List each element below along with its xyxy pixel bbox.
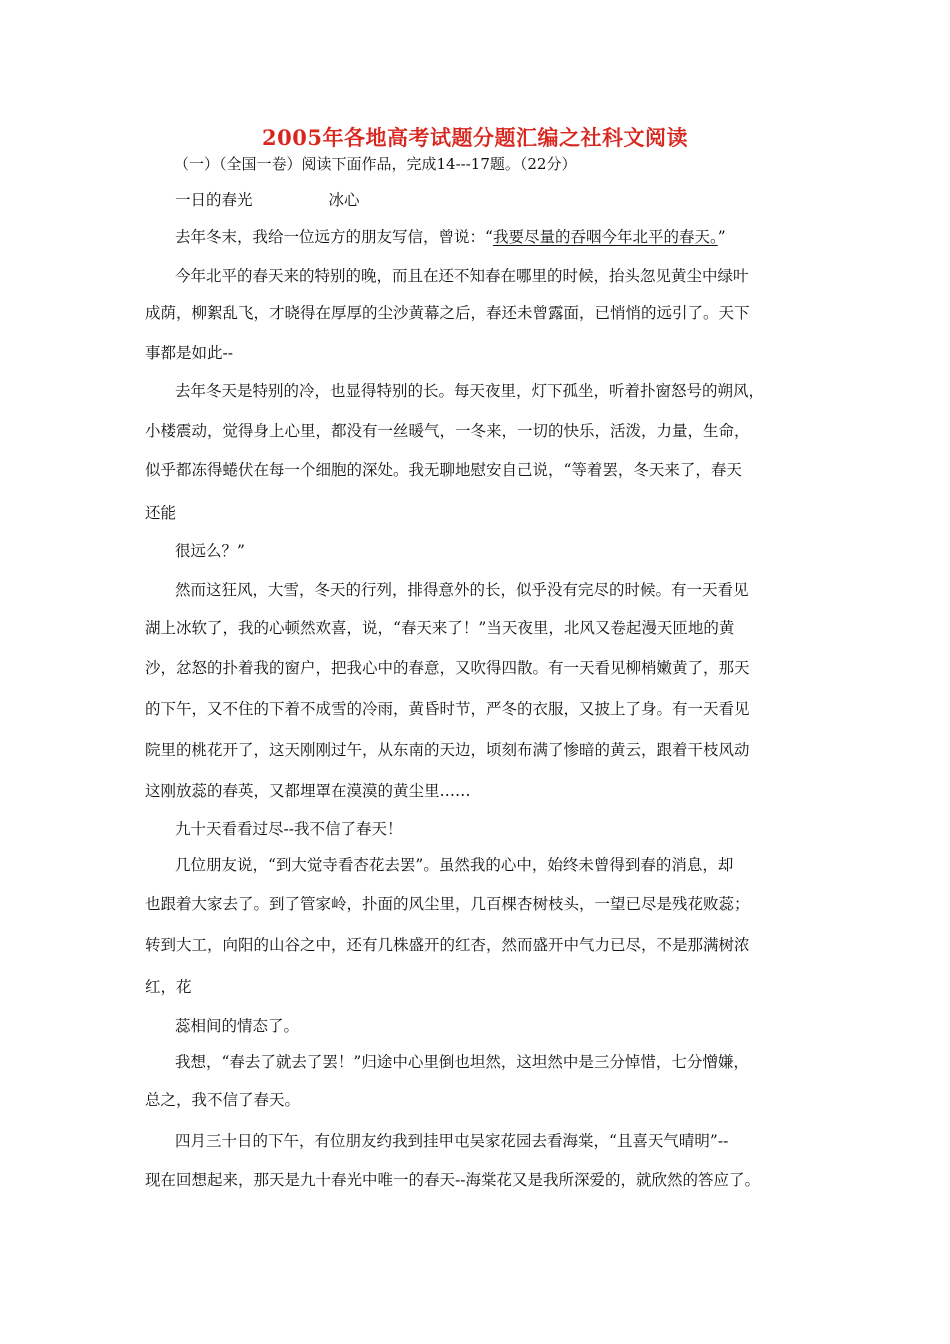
paragraph-line: 蕊相间的情态了。 bbox=[175, 1017, 300, 1035]
paragraph-line: 转到大工，向阳的山谷之中，还有几株盛开的红杏，然而盛开中气力已尽，不是那满树浓 bbox=[145, 936, 750, 954]
paragraph-line: 的下午，又不住的下着不成雪的冷雨，黄昏时节，严冬的衣服，又披上了身。有一天看见 bbox=[145, 700, 750, 718]
paragraph-line: 成荫，柳絮乱飞，才晓得在厚厚的尘沙黄幕之后，春还未曾露面，已悄悄的远引了。天下 bbox=[145, 304, 750, 322]
paragraph-line: 几位朋友说，“到大觉寺看杏花去罢”。虽然我的心中，始终未曾得到春的消息，却 bbox=[175, 856, 734, 874]
paragraph-line: 红，花 bbox=[145, 978, 192, 996]
paragraph-line: 事都是如此-- bbox=[145, 344, 233, 362]
underlined-quote: 我要尽量的吞咽今年北平的春天。 bbox=[492, 228, 718, 246]
paragraph-line bbox=[175, 225, 726, 247]
paragraph-line: 现在回想起来，那天是九十春光中唯一的春天--海棠花又是我所深爱的，就欣然的答应了。 bbox=[145, 1171, 760, 1189]
paragraph-line: 今年北平的春天来的特别的晚，而且在还不知春在哪里的时候，抬头忽见黄尘中绿叶 bbox=[175, 267, 749, 285]
question-instruction: （一）（全国一卷）阅读下面作品，完成14---17题。（22分） bbox=[174, 155, 577, 173]
document-title: 2005年各地高考试题分题汇编之社科文阅读 bbox=[262, 125, 688, 150]
quote-open: 去年冬末，我给一位远方的朋友写信，曾说：“ bbox=[175, 228, 493, 246]
paragraph-line: 九十天看看过尽--我不信了春天！ bbox=[175, 820, 403, 838]
paragraph-line: 小楼震动，觉得身上心里，都没有一丝暖气，一冬来，一切的快乐，活泼，力量，生命， bbox=[145, 422, 750, 440]
essay-author: 冰心 bbox=[328, 191, 360, 209]
paragraph-line: 湖上冰软了，我的心顿然欢喜，说，“春天来了！”当天夜里，北风又卷起漫天匝地的黄 bbox=[145, 619, 735, 637]
paragraph-line: 院里的桃花开了，这天刚刚过午，从东南的天边，顷刻布满了惨暗的黄云，跟着干枝风动 bbox=[145, 741, 750, 759]
paragraph-line: 沙，忿怒的扑着我的窗户，把我心中的春意，又吹得四散。有一天看见柳梢嫩黄了，那天 bbox=[145, 659, 750, 677]
paragraph-line: 也跟着大家去了。到了管家岭，扑面的风尘里，几百棵杏树枝头，一望已尽是残花败蕊； bbox=[145, 895, 750, 913]
essay-title: 一日的春光 bbox=[175, 191, 253, 209]
paragraph-line: 很远么？” bbox=[175, 542, 245, 560]
paragraph-line: 然而这狂风，大雪，冬天的行列，排得意外的长，似乎没有完尽的时候。有一天看见 bbox=[175, 581, 749, 599]
paragraph-line: 我想，“春去了就去了罢！”归途中心里倒也坦然，这坦然中是三分悼惜，七分憎嫌， bbox=[175, 1053, 749, 1071]
paragraph-line: 似乎都冻得蜷伏在每一个细胞的深处。我无聊地慰安自己说，“等着罢，冬天来了，春天 bbox=[145, 461, 742, 479]
essay-heading bbox=[175, 188, 360, 210]
paragraph-line: 四月三十日的下午，有位朋友约我到挂甲屯吴家花园去看海棠，“且喜天气晴明”-- bbox=[175, 1132, 729, 1150]
paragraph-line: 还能 bbox=[145, 504, 177, 522]
quote-close: ” bbox=[717, 228, 726, 246]
paragraph-line: 这刚放蕊的春英，又都埋罩在漠漠的黄尘里…… bbox=[145, 782, 471, 800]
paragraph-line: 去年冬天是特别的冷，也显得特别的长。每天夜里，灯下孤坐，听着扑窗怒号的朔风， bbox=[175, 382, 765, 400]
paragraph-line: 总之，我不信了春天。 bbox=[145, 1091, 301, 1109]
